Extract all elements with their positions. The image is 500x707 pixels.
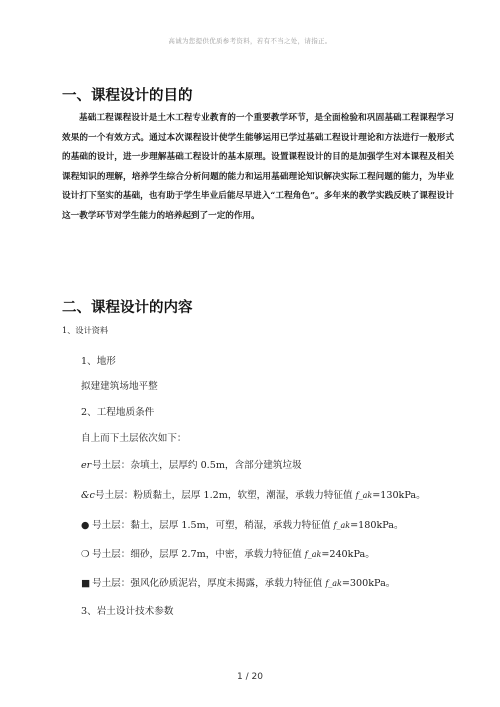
soil-layer-3 (81, 517, 404, 531)
layer-symbol: ■ (81, 578, 91, 589)
layer-value: =240kPa。 (321, 549, 375, 560)
layer-value: =300kPa。 (341, 578, 396, 589)
item-geology: 2、工程地质条件 (81, 407, 155, 418)
soil-layer-2 (81, 487, 426, 501)
fak-symbol: f_ak (355, 491, 373, 500)
layer-symbol: &c (81, 490, 95, 501)
soil-layer-4 (81, 546, 375, 560)
item-terrain: 1、地形 (81, 356, 116, 367)
layer-text: 号土层：粉质黏土，层厚 1.2m，软塑，潮湿，承载力特征值 (94, 490, 356, 501)
layer-value: =130kPa。 (372, 490, 426, 501)
layer-symbol: er (81, 460, 92, 471)
soil-layer-5 (81, 575, 395, 589)
header-note: 高诚为您提供优质参考资料，若有不当之处，请指正。 (168, 37, 332, 45)
subsection-design-data: 1、设计资料 (62, 325, 109, 335)
fak-symbol: f_ak (304, 550, 322, 559)
layer-text: 号土层：杂填土，层厚约 0.5m，含部分建筑垃圾 (92, 460, 302, 471)
layer-value: =180kPa。 (350, 520, 404, 531)
section-2-title: 二、课程设计的内容 (62, 300, 193, 316)
item-params: 3、岩土设计技术参数 (81, 606, 174, 617)
layer-symbol: ● (81, 520, 90, 531)
layer-text: 号土层：细砂，层厚 2.7m，中密，承载力特征值 (92, 549, 305, 560)
layer-symbol: ❍ (81, 549, 90, 560)
fak-symbol: f_ak (325, 579, 342, 588)
layer-text: 号土层：黏土，层厚 1.5m，可塑，稍湿，承载力特征值 (92, 520, 334, 531)
fak-symbol: f_ak (333, 521, 351, 530)
section-1-body: 基础工程课程设计是土木工程专业教育的一个重要教学环节，是全面检验和巩固基础工程课程学习效果的一个有效方式。通过本次课程设计使学生能够运用已学过基础工程设计理论和方法进行一般形式的基础的设计，进一步理解基础工程设计的基本原理。设置课程设计的目的是加强学生对本课程及相关课程知识的理解，培养学生综合分析问题的能力和运用基础理论知识解决实际工程问题的能力，为毕业设计打下坚实的基础，也有助于学生毕业后能尽早进入“工程角色”。多年来的教学实践反映了课程设计这一教学环节对学生能力的培养起到了一定的作用。 (62, 113, 454, 221)
section-1-title: 一、课程设计的目的 (62, 88, 193, 104)
geology-intro: 自上而下土层依次如下： (81, 433, 187, 444)
soil-layer-1 (81, 457, 302, 471)
terrain-text: 拟建建筑场地平整 (81, 381, 158, 392)
page-number: 1 / 20 (237, 672, 263, 682)
layer-text: 号土层：强风化砂质泥岩，厚度未揭露，承载力特征值 (92, 578, 326, 589)
